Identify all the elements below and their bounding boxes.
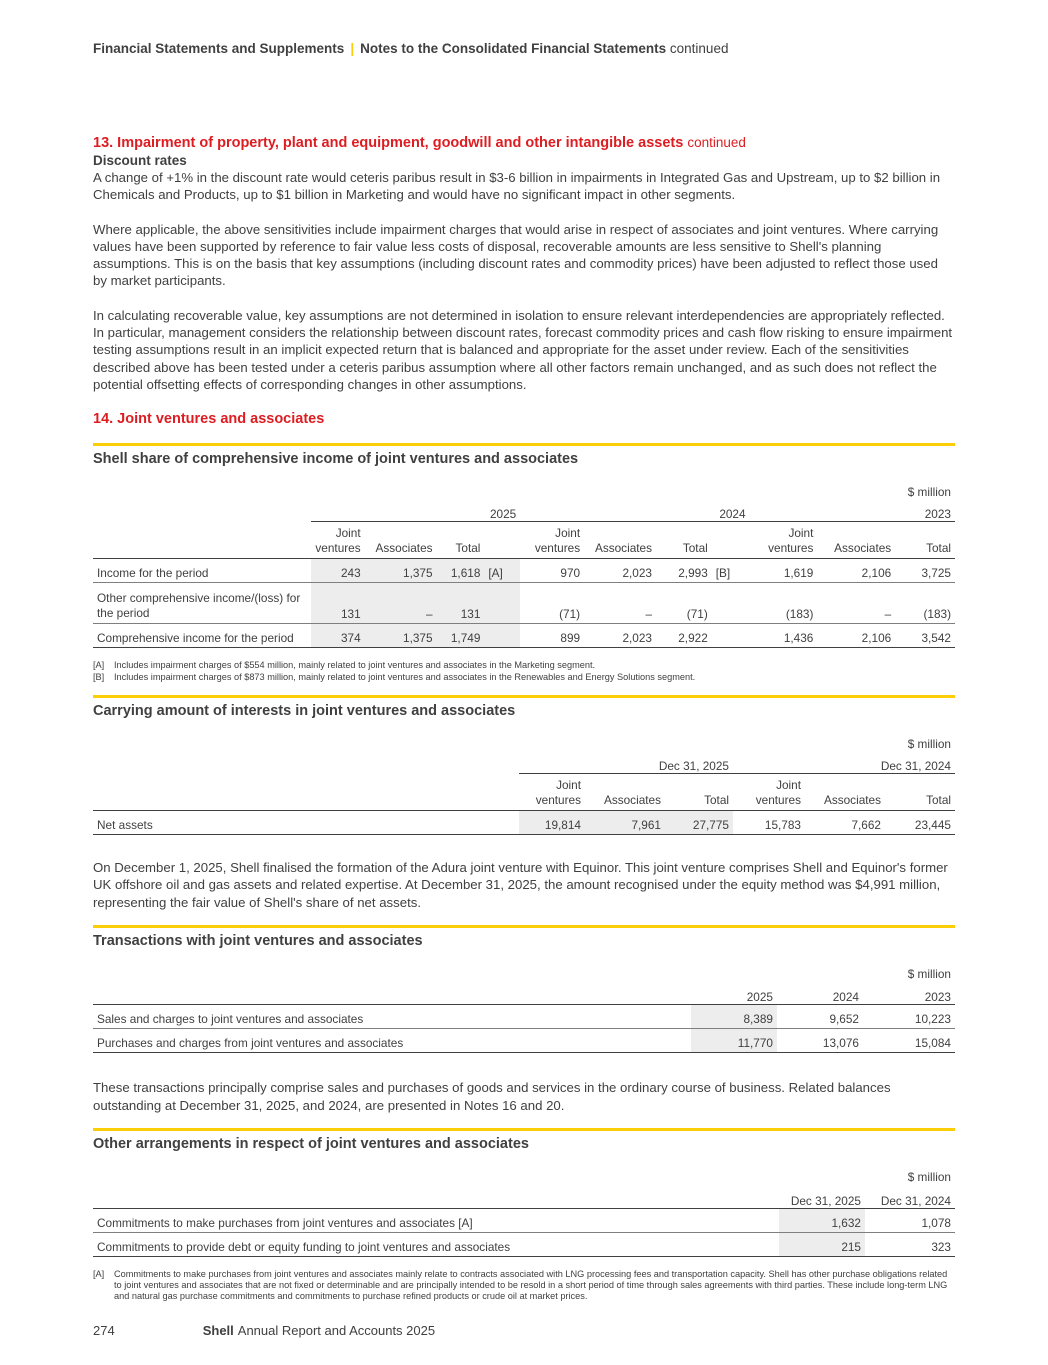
cell: 9,652 [777, 1005, 863, 1029]
footnote-key: [A] [93, 660, 105, 671]
cell: (71) [656, 583, 712, 624]
footnote-ref: [A] [484, 559, 520, 583]
other-arrangements-footnotes [93, 1269, 955, 1303]
column-header: Total [895, 522, 955, 559]
column-header: Associates [585, 774, 665, 811]
cell: 970 [520, 559, 584, 583]
page-footer [93, 1323, 435, 1338]
discount-rates-heading: Discount rates [93, 153, 187, 168]
row-label: Purchases and charges from joint ventures and associates [93, 1029, 691, 1053]
cell: 10,223 [863, 1005, 955, 1029]
table-row [93, 559, 955, 583]
cell: 2,106 [817, 624, 895, 648]
row-label: Income for the period [93, 559, 311, 583]
column-header: Associates [817, 522, 895, 559]
note13-paragraph: In calculating recoverable value, key assumptions are not determined in isolation to ensure relevant interdependencies are appropriately reflected. In particular, management considers the relationship between discount rates, forecast commodity prices and cash flow risking to ensure impairment testing assumptions result in an implicit expected return that is balanced and appropriate for the asset under review. Each of the sensitivities described above has been tested under a ceteris paribus assumption where all other factors remain unchanged, and as such does not reflect the potential offsetting effects of corresponding changes in other assumptions. [93, 307, 953, 392]
header-separator: | [350, 41, 355, 56]
cell: 2,993 [656, 559, 712, 583]
unit-label: $ million [907, 1170, 951, 1185]
note13-paragraph: A change of +1% in the discount rate would ceteris paribus result in $3-6 billion in impairments in Integrated Gas and Upstream, up to $2 billion in Chemicals and Products, up to $1 billion in Marketing and would have no significant impact in other segments. [93, 170, 941, 203]
year-header: 2024 [520, 501, 749, 522]
cell: 27,775 [665, 811, 733, 835]
footnote-key: [B] [93, 671, 105, 682]
column-header: Joint ventures [733, 774, 805, 811]
column-header: Associates [584, 522, 656, 559]
year-header: 2023 [863, 983, 955, 1005]
table-row [93, 1232, 955, 1256]
cell: 899 [520, 624, 584, 648]
column-header: Associates [805, 774, 885, 811]
unit-label: $ million [907, 485, 951, 500]
cell: – [584, 583, 656, 624]
cell: 23,445 [885, 811, 955, 835]
page-number: 274 [93, 1323, 115, 1338]
column-header: Total [656, 522, 712, 559]
note13-continued: continued [687, 135, 746, 150]
note13-title [93, 134, 955, 152]
cell: 3,725 [895, 559, 955, 583]
cell: 1,375 [365, 624, 437, 648]
other-arrangements-table-title: Other arrangements in respect of joint ventures and associates [93, 1128, 955, 1162]
column-header: Total [665, 774, 733, 811]
year-header: 2024 [777, 983, 863, 1005]
cell: – [365, 583, 437, 624]
cell: 8,389 [691, 1005, 777, 1029]
row-label: Sales and charges to joint ventures and associates [93, 1005, 691, 1029]
running-header [93, 41, 728, 56]
carrying-amount-table [93, 729, 955, 835]
cell: 7,662 [805, 811, 885, 835]
header-note: Notes to the Consolidated Financial Statements [360, 41, 667, 56]
cell: 1,078 [865, 1208, 955, 1232]
table-row [93, 1029, 955, 1053]
cell: 215 [779, 1232, 865, 1256]
cell: 15,783 [733, 811, 805, 835]
header-section: Financial Statements and Supplements [93, 41, 345, 56]
date-header: Dec 31, 2025 [779, 1186, 865, 1208]
header-continued: continued [669, 41, 729, 56]
row-label: Comprehensive income for the period [93, 624, 311, 648]
year-header: 2023 [750, 501, 955, 522]
column-header: Total [885, 774, 955, 811]
cell: 131 [311, 583, 364, 624]
cell: 3,542 [895, 624, 955, 648]
cell: 1,375 [365, 559, 437, 583]
column-header: Joint ventures [311, 522, 364, 559]
cell: 7,961 [585, 811, 665, 835]
main-content [93, 134, 955, 1303]
cell: 1,632 [779, 1208, 865, 1232]
cell: 2,106 [817, 559, 895, 583]
cell: 323 [865, 1232, 955, 1256]
year-header: 2025 [691, 983, 777, 1005]
cell: (183) [895, 583, 955, 624]
unit-label: $ million [907, 966, 951, 981]
note14-title: 14. Joint ventures and associates [93, 411, 325, 428]
cell: 11,770 [691, 1029, 777, 1053]
column-header: Joint ventures [750, 522, 818, 559]
note13-paragraph: Where applicable, the above sensitivities include impairment charges that would arise in respect of associates and joint ventures. Where carrying values have been supported by reference to fair value less costs of disposal, recoverable amounts are less sensitive to Shell's planning assumptions. This is on the basis that key assumptions (including discount rates and commodity prices) have been adjusted to reflect those used by market participants. [93, 221, 939, 289]
cell: – [817, 583, 895, 624]
date-header: Dec 31, 2024 [733, 753, 955, 774]
cell: (183) [750, 583, 818, 624]
cell: 2,023 [584, 559, 656, 583]
footer-title: Annual Report and Accounts 2025 [237, 1323, 436, 1338]
cell: (71) [520, 583, 584, 624]
footnote-ref: [B] [712, 559, 750, 583]
cell: 19,814 [519, 811, 585, 835]
cell: 374 [311, 624, 364, 648]
footnote-text: Includes impairment charges of $873 million, mainly related to joint ventures and associates in the Renewables and Energy Solutions segment. [114, 671, 696, 682]
cell: 1,619 [750, 559, 818, 583]
column-header: Total [437, 522, 485, 559]
row-label: Other comprehensive income/(loss) for the period [93, 583, 311, 624]
cell: 2,922 [656, 624, 712, 648]
column-header: Associates [365, 522, 437, 559]
date-header: Dec 31, 2025 [519, 753, 733, 774]
table-row [93, 811, 955, 835]
transactions-table [93, 959, 955, 1054]
column-header: Joint ventures [520, 522, 584, 559]
comprehensive-income-table [93, 477, 955, 648]
cell: 13,076 [777, 1029, 863, 1053]
row-label: Commitments to provide debt or equity funding to joint ventures and associates [93, 1232, 779, 1256]
note13-title-text: 13. Impairment of property, plant and equipment, goodwill and other intangible assets [93, 135, 684, 151]
cell: 1,618 [437, 559, 485, 583]
footnote-text: Commitments to make purchases from joint ventures and associates mainly relate to contracts associated with LNG processing fees and transportation capacity. Shell has other purchase obligations related to joint ventures and associates that are not fixed or determinable and are principally intended to be resold in a short period of time through sales agreements with third parties. These include long-term LNG and natural gas purchase commitments and commitments to purchase refined products or crude oil at market prices. [114, 1268, 948, 1302]
row-label: Net assets [93, 811, 519, 835]
transactions-table-title: Transactions with joint ventures and associates [93, 925, 955, 959]
cell: 1,749 [437, 624, 485, 648]
column-header: Joint ventures [519, 774, 585, 811]
cell: 2,023 [584, 624, 656, 648]
row-label: Commitments to make purchases from joint ventures and associates [A] [93, 1208, 779, 1232]
comprehensive-income-footnotes [93, 660, 955, 683]
cell: 131 [437, 583, 485, 624]
comprehensive-income-table-title: Shell share of comprehensive income of joint ventures and associates [93, 443, 955, 477]
cell: 15,084 [863, 1029, 955, 1053]
adura-paragraph: On December 1, 2025, Shell finalised the formation of the Adura joint venture with Equinor. This joint venture comprises Shell and Equinor's former UK offshore oil and gas assets and related expertise. At December 31, 2025, the amount recognised under the equity method was $4,991 million, representing the fair value of Shell's share of net assets. [93, 860, 948, 910]
footnote-text: Includes impairment charges of $554 million, mainly related to joint ventures and associates in the Marketing segment. [114, 660, 596, 671]
date-header: Dec 31, 2024 [865, 1186, 955, 1208]
year-header: 2025 [311, 501, 520, 522]
cell: 243 [311, 559, 364, 583]
transactions-paragraph: These transactions principally comprise sales and purchases of goods and services in the ordinary course of business. Related balances outstanding at December 31, 2025, and 2024, are presented in Notes 16 and 20. [93, 1080, 891, 1113]
table-row [93, 583, 955, 624]
other-arrangements-table [93, 1162, 955, 1257]
footnote-key: [A] [93, 1268, 105, 1279]
footer-brand: Shell [202, 1323, 234, 1338]
table-row [93, 1208, 955, 1232]
carrying-amount-table-title: Carrying amount of interests in joint ventures and associates [93, 695, 955, 729]
cell: 1,436 [750, 624, 818, 648]
unit-label: $ million [907, 737, 951, 752]
table-row [93, 624, 955, 648]
table-row [93, 1005, 955, 1029]
